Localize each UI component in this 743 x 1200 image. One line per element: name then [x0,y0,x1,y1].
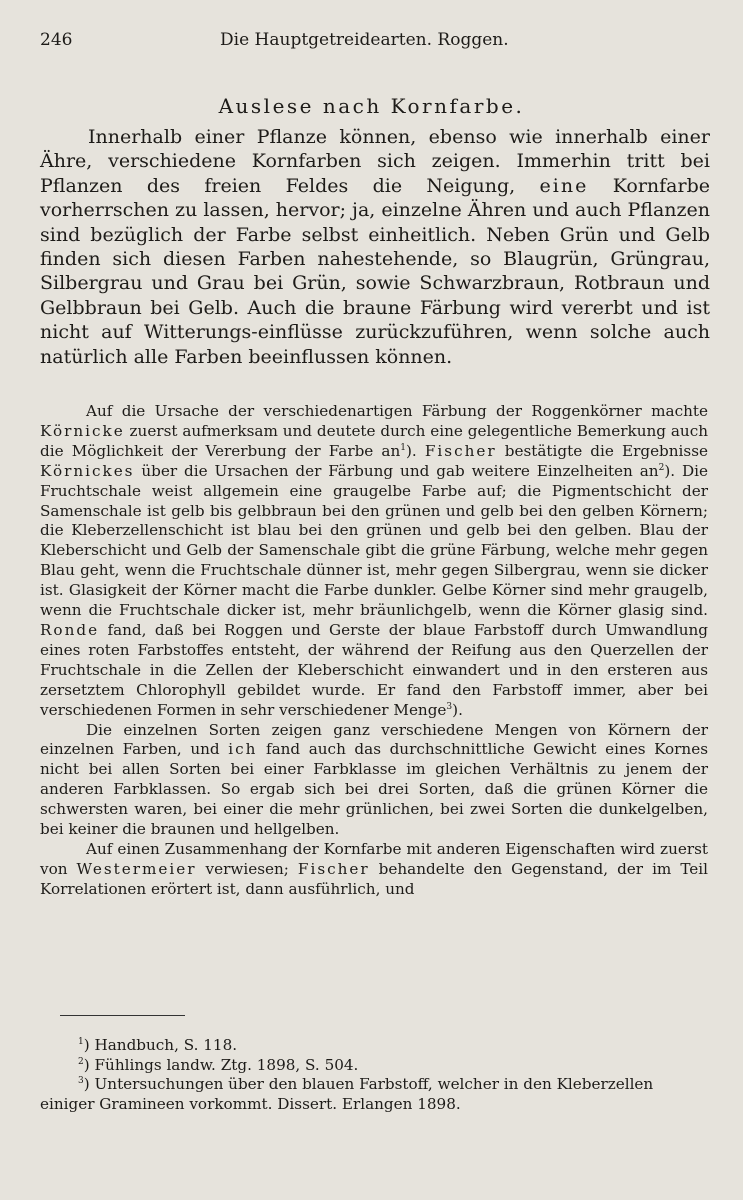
pronoun-ich: ich [228,740,258,759]
small-paragraph-3 [40,840,708,900]
small-p1-text-e: über die Ursachen der Färbung und gab weitere Einzelheiten an [134,461,659,480]
small-p1-text-h: ). [452,700,463,719]
footnotes [40,1036,710,1114]
small-p1-text-d: bestätigte die Ergebnisse [496,441,708,460]
small-print-section [40,402,708,900]
author-ronde: Ronde [40,620,100,639]
small-p1-text-b: zuerst aufmerksam und deutete durch eine gelegentliche Bemerkung auch die Möglichkeit der Vererbung der Farbe an [40,421,708,460]
footnote-ref-1: 1 [400,442,406,453]
footnote-ref-3: 3 [446,701,453,712]
footnote-mark-3: 3 [78,1076,84,1087]
para1-text-a: Innerhalb einer Pflanze können, ebenso wie innerhalb einer Ähre, verschiedene Kornfarben sich zeigen. Immerhin tritt bei Pflanzen des freien Feldes die Neigung, [40,126,710,197]
small-p2-text-b: fand auch das durchschnittliche Gewicht eines Kornes nicht bei allen Sorten bei einer Farbklasse im gleichen Verhältnis zu jenem der anderen Farbklassen. So ergab sich bei drei Sorten, daß die grünen Körner die schwersten waren, bei einer die mehr grünlichen, bei zwei Sorten die dunkelgelben, bei keiner die braunen und hellgelben. [40,740,708,839]
footnote-text-1: Handbuch, S. 118. [94,1036,238,1054]
footnote-text-3: Untersuchungen über den blauen Farbstoff, welcher in den Kleberzellen einiger Gramineen vorkommt. Dissert. Erlangen 1898. [40,1075,654,1113]
small-p1-text-g: fand, daß bei Roggen und Gerste der blaue Farbstoff durch Umwandlung eines roten Farbstoffes entsteht, der während der Reifung aus den Querzellen der Fruchtschale in die Zellen der Kleberschicht einwandert und in den ersteren aus zersetztem Chlorophyll gebildet wurde. Er fand den Farbstoff immer, aber bei verschiedenen Formen in sehr verschiedener Menge [40,620,708,719]
small-p3-text-c: behandelte den Gegenstand, der im Teil Korrelationen erörtert ist, dann ausführlich, und [40,859,708,898]
para1-emphasis: eine [539,174,589,197]
para1-text-c: einflüsse zurückzuführen, wenn solche auch natürlich alle Farben beeinflussen können. [40,321,710,368]
footnote-1: $^1$) Handbuch, S. 118. [78,1036,238,1054]
footnote-divider [60,1015,185,1016]
main-paragraph [40,125,710,369]
running-head [40,30,683,54]
small-p1-text-f: ). Die Fruchtschale weist allgemein eine graugelbe Farbe auf; die Pigmentschicht der Samenschale ist gelb bis gelbbraun bei den grünen und gelb bei den gelben Körnern; die Kleberzellenschicht ist blau bei den grünen und gelb bei den gelben. Blau der Kleberschicht und Gelb der Samenschale gibt die grüne Färbung, welche mehr gegen Blau geht, wenn die Fruchtschale dünner ist, mehr gegen Silbergrau, wenn sie dicker ist. Glasigkeit der Körner macht die Farbe dunkler. Gelbe Körner sind mehr graugelb, wenn die Fruchtschale dicker ist, mehr bräunlichgelb, wenn die Körner glasig sind. [40,461,709,620]
author-westermeier: Westermeier [76,859,197,878]
author-fischer: Fischer [424,441,497,460]
section-title: Auslese nach Kornfarbe. [218,94,525,118]
small-p3-text-b: verwiesen; [196,859,298,878]
para1-text-b: Kornfarbe vorherrschen zu lassen, hervor; ja, einzelne Ähren und auch Pflanzen sind bezüglich der Farbe selbst einheitlich. Neben Grün und Gelb finden sich diesen Farben nahestehende, so Blaugrün, Grüngrau, Silbergrau und Grau bei Grün, sowie Schwarzbraun, Rotbraun und Gelbbraun bei Gelb. Auch die braune Färbung wird vererbt und ist nicht auf [40,174,711,344]
small-p1-text-a: Auf die Ursache der verschiedenartigen Färbung der Roggenkörner machte [86,402,708,420]
small-p2-text-a: Die einzelnen Sorten zeigen ganz verschiedene Mengen von Körnern der einzelnen Farben, und [40,720,708,759]
footnote-ref-2: 2 [658,462,665,473]
running-title: Die Hauptgetreidearten. Roggen. [220,30,509,50]
small-paragraph-2 [40,721,708,840]
footnote-3: $^3$) Untersuchungen über den blauen Farbstoff, welcher in den Kleberzellen einiger Gramineen vorkommt. Dissert. Erlangen 1898. [40,1075,654,1113]
footnote-mark-2: 2 [78,1056,84,1067]
page-number: 246 [40,30,73,50]
para1-hyphenated-word: Witterungs- [144,321,258,344]
author-fischer-2: Fischer [297,859,370,878]
small-p3-text-a: Auf einen Zusammenhang der Kornfarbe mit anderen Eigenschaften wird zuerst von [40,839,708,878]
footnote-mark-1: 1 [78,1037,84,1047]
paragraph-kornfarbe [40,125,710,369]
small-p1-text-c: ). [406,441,425,460]
author-koernicke: Körnicke [40,421,125,440]
footnote-2: $^2$) Fühlings landw. Ztg. 1898, S. 504. [78,1055,359,1074]
author-koernickes: Körnickes [40,461,135,480]
small-paragraph-1 [40,402,708,721]
footnote-text-2: Fühlings landw. Ztg. 1898, S. 504. [94,1055,359,1074]
